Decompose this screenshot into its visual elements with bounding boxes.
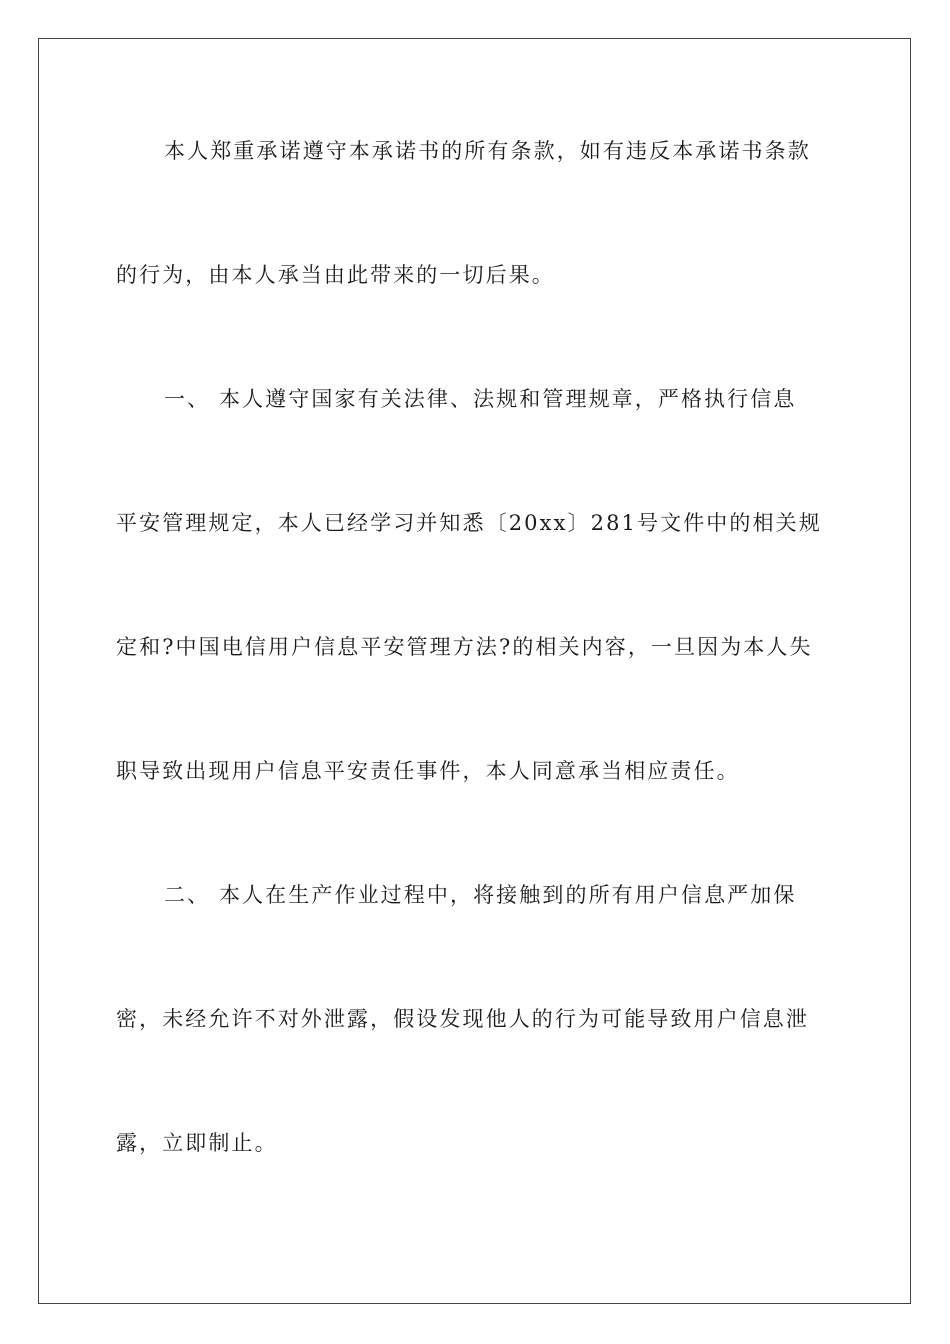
page-frame	[38, 38, 911, 1304]
paragraph-line: 二、 本人在生产作业过程中，将接触到的所有用户信息严加保	[164, 883, 797, 907]
paragraph-line: 职导致出现用户信息平安责任事件，本人同意承当相应责任。	[116, 759, 740, 783]
paragraph-line: 平安管理规定，本人已经学习并知悉〔20xx〕281号文件中的相关规	[116, 511, 822, 535]
paragraph-line: 露，立即制止。	[116, 1131, 278, 1155]
paragraph-line: 密，未经允许不对外泄露，假设发现他人的行为可能导致用户信息泄	[116, 1007, 809, 1031]
paragraph-line: 定和?中国电信用户信息平安管理方法?的相关内容，一旦因为本人失	[116, 635, 813, 659]
paragraph-line: 的行为，由本人承当由此带来的一切后果。	[116, 263, 555, 287]
paragraph-line: 本人郑重承诺遵守本承诺书的所有条款，如有违反本承诺书条款	[164, 139, 811, 163]
paragraph-line: 一、 本人遵守国家有关法律、法规和管理规章，严格执行信息	[164, 387, 797, 411]
